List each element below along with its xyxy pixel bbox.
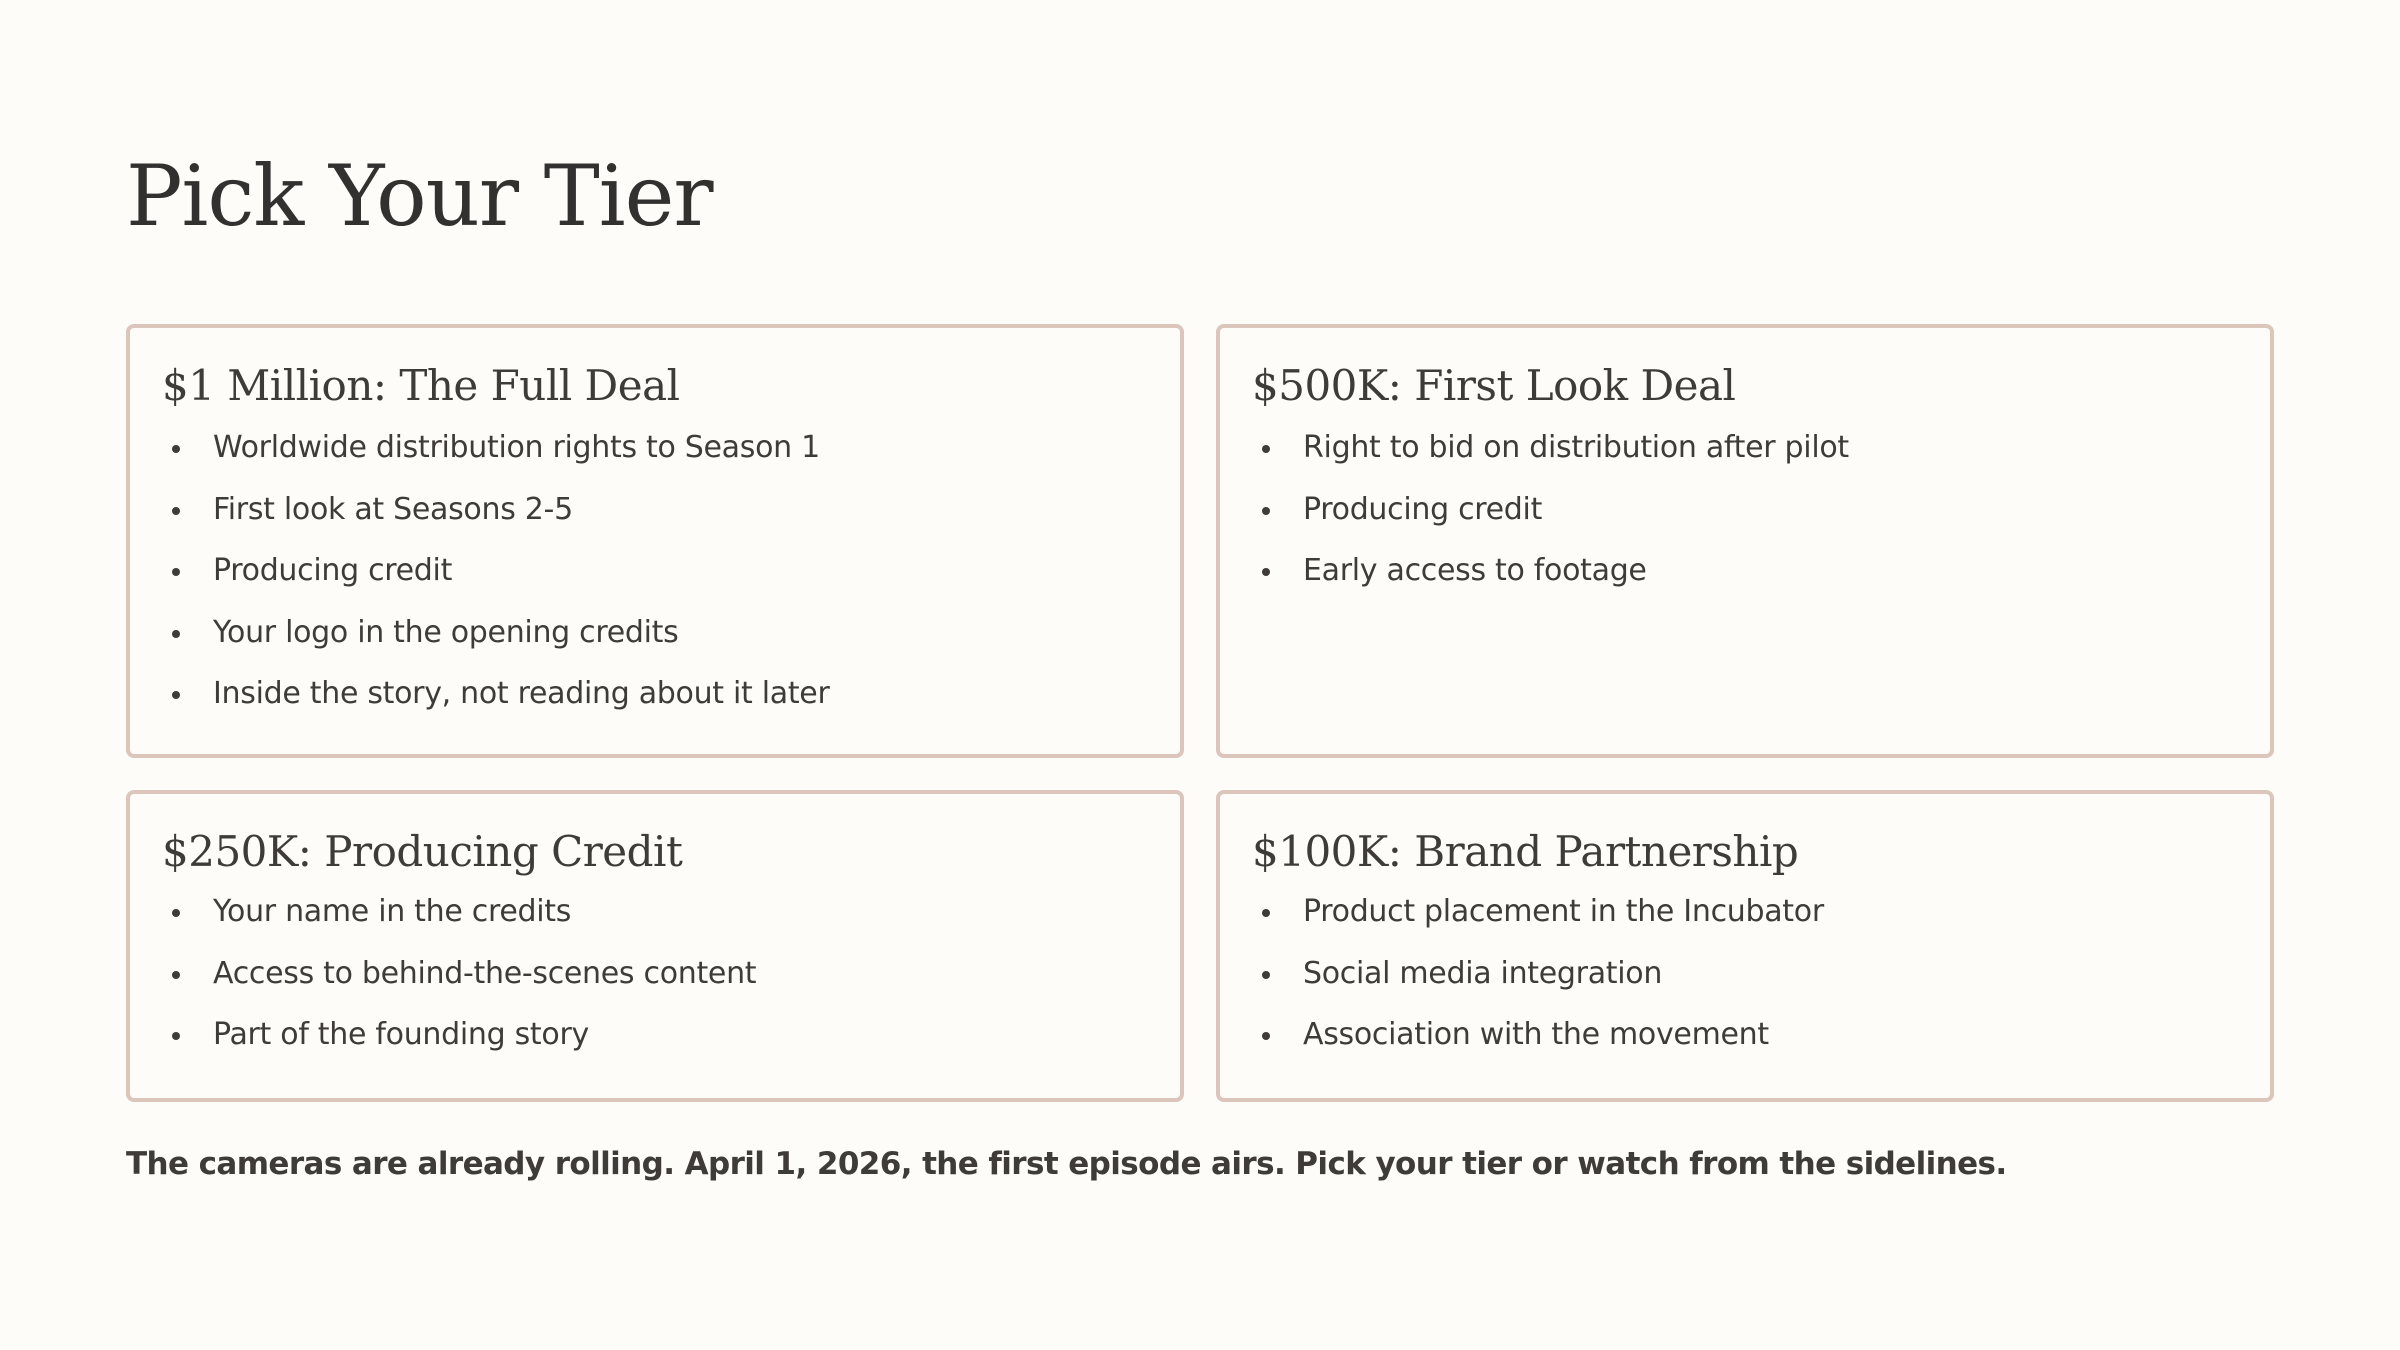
list-item: Your logo in the opening credits bbox=[162, 613, 1180, 653]
list-item: Social media integration bbox=[1252, 954, 2270, 994]
tier-card-1-million bbox=[126, 324, 1184, 758]
tier-heading: $500K: First Look Deal bbox=[1252, 361, 1736, 410]
list-item: Association with the movement bbox=[1252, 1015, 2270, 1055]
list-item: Access to behind-the-scenes content bbox=[162, 954, 1180, 994]
tier-benefits-list bbox=[1252, 428, 2270, 591]
tier-heading: $250K: Producing Credit bbox=[162, 827, 683, 876]
list-item: Part of the founding story bbox=[162, 1015, 1180, 1055]
list-item: Right to bid on distribution after pilot bbox=[1252, 428, 2270, 468]
list-item: Worldwide distribution rights to Season 1 bbox=[162, 428, 1180, 468]
tier-heading: $100K: Brand Partnership bbox=[1252, 827, 1799, 876]
tier-benefits-list bbox=[162, 428, 1180, 714]
list-item: Product placement in the Incubator bbox=[1252, 892, 2270, 932]
tier-benefits-list bbox=[1252, 892, 2270, 1055]
list-item: Inside the story, not reading about it later bbox=[162, 674, 1180, 714]
list-item: Producing credit bbox=[1252, 490, 2270, 530]
closing-statement: The cameras are already rolling. April 1, 2026, the first episode airs. Pick your tier or watch from the sidelines. bbox=[126, 1146, 2007, 1182]
list-item: Producing credit bbox=[162, 551, 1180, 591]
tier-heading: $1 Million: The Full Deal bbox=[162, 361, 680, 410]
list-item: First look at Seasons 2-5 bbox=[162, 490, 1180, 530]
page-title: Pick Your Tier bbox=[126, 147, 713, 245]
tier-card-500k bbox=[1216, 324, 2274, 758]
list-item: Your name in the credits bbox=[162, 892, 1180, 932]
tier-card-250k bbox=[126, 790, 1184, 1102]
list-item: Early access to footage bbox=[1252, 551, 2270, 591]
tier-card-100k bbox=[1216, 790, 2274, 1102]
tier-benefits-list bbox=[162, 892, 1180, 1055]
